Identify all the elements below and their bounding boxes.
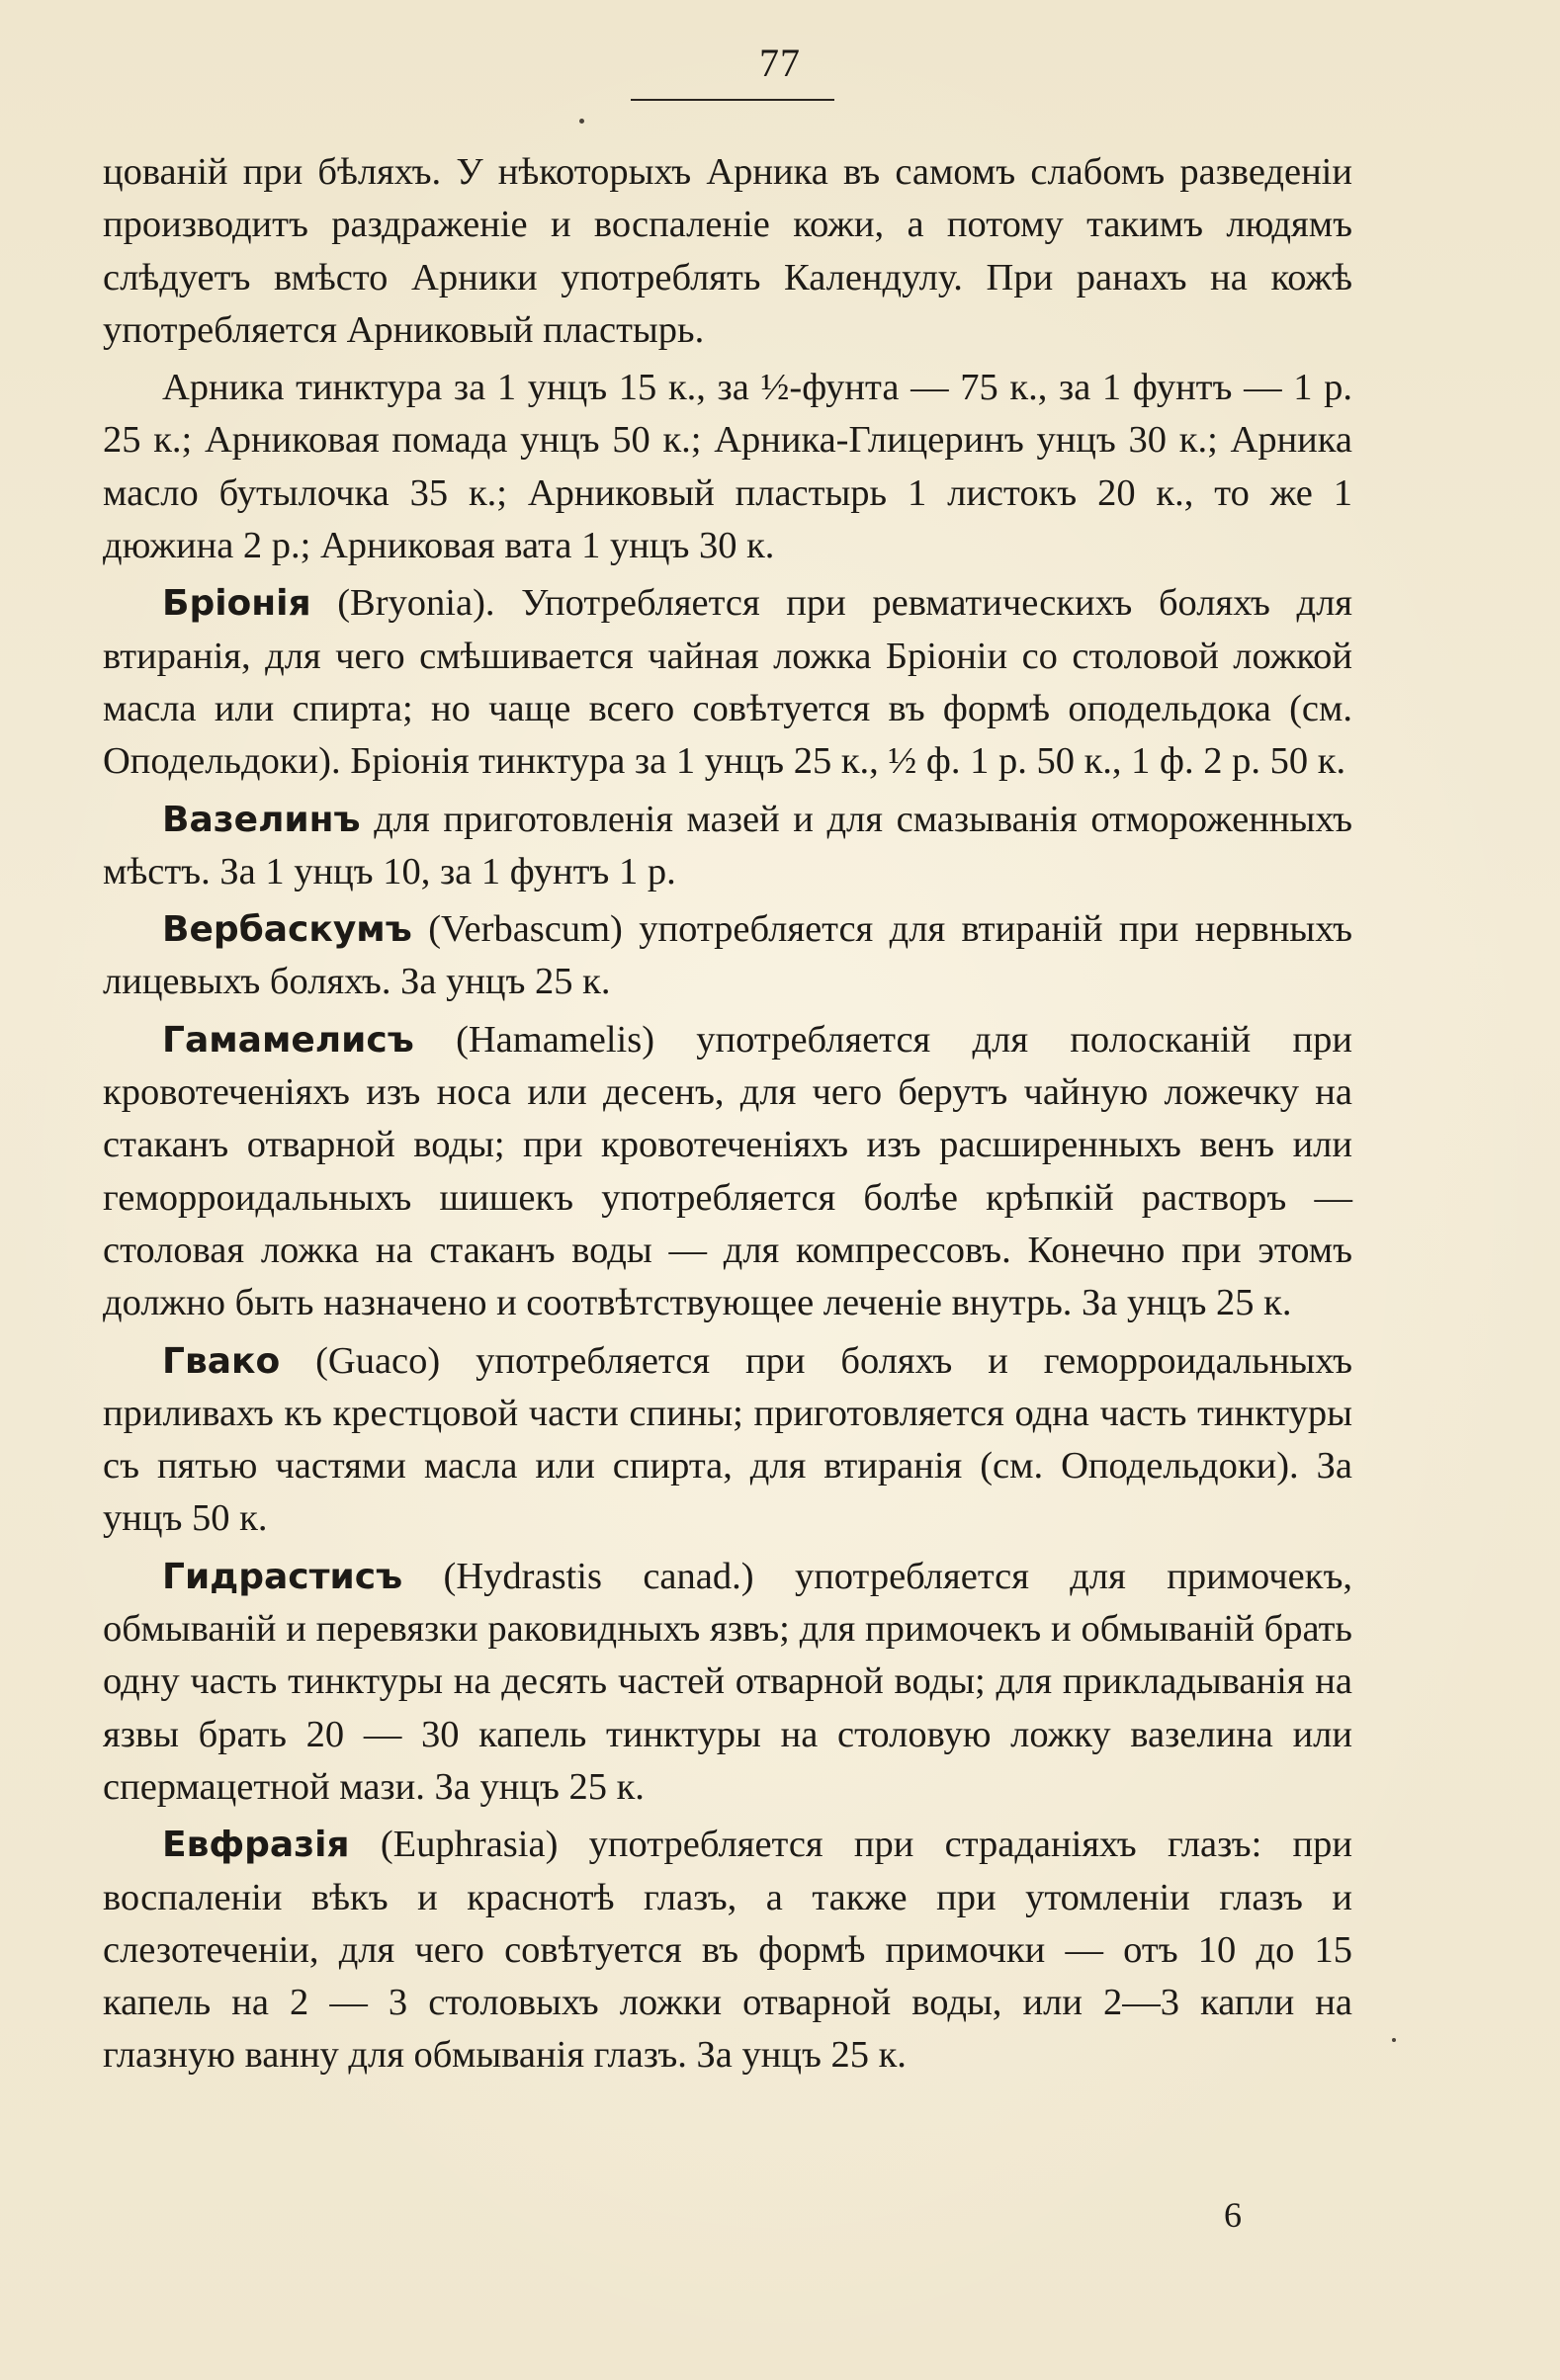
header-rule — [631, 99, 834, 101]
entry-text: (Guaco) употребляется при боляхъ и геморроидальныхъ приливахъ къ крестцовой части спины; приготовляется одна часть тинктуры съ пятью частями масла или спирта, для втиранія (см. Оподельдоки). За унцъ 50 к. — [103, 1339, 1352, 1540]
entry-text: (Hydrastis canad.) употребляется для примочекъ, обмываній и перевязки раковидныхъ язвъ; для примочекъ и обмываній брать одну часть тинктуры на десять частей отварной воды; для прикладыванія на язвы брать 20 — 30 капель тинктуры на столовую ложку вазелина или спермацетной мази. За унцъ 25 к. — [103, 1555, 1352, 1808]
body-text — [103, 146, 1352, 2087]
paragraph-text: Арника тинктура за 1 унцъ 15 к., за ½-фунта — 75 к., за 1 фунтъ — 1 р. 25 к.; Арниковая помада унцъ 50 к.; Арника-Глицеринъ унцъ 30 к.; Арника масло бутылочка 35 к.; Арниковый пластырь 1 листокъ 20 к., то же 1 дюжина 2 р.; Арниковая вата 1 унцъ 30 к. — [103, 367, 1352, 567]
entry-term: Вербаскумъ — [162, 909, 412, 951]
entry-hydrastis — [103, 1551, 1352, 1814]
paper-speck — [579, 119, 584, 124]
page-number: 77 — [759, 41, 801, 85]
paragraph-arnica-prices — [103, 362, 1352, 572]
paragraph-text: цованій при бѣляхъ. У нѣкоторыхъ Арника въ самомъ слабомъ разведеніи производитъ раздраженіе и воспаленіе кожи, а потому такимъ людямъ слѣдуетъ вмѣсто Арники употреблять Календулу. При ранахъ на кожѣ употребляется Арниковый пластырь. — [103, 151, 1352, 351]
entry-term: Гамамелисъ — [162, 1019, 414, 1061]
entry-term: Евфразія — [162, 1825, 350, 1866]
entry-vaselin — [103, 794, 1352, 899]
entry-term: Вазелинъ — [162, 799, 361, 840]
entry-text: для приготовленія мазей и для смазыванія отмороженныхъ мѣстъ. За 1 унцъ 10, за 1 фунтъ 1 р. — [103, 798, 1353, 892]
paragraph-continuation — [103, 146, 1352, 357]
entry-text: (Verbascum) употребляется для втираній при нервныхъ лицевыхъ боляхъ. За унцъ 25 к. — [103, 908, 1352, 1003]
entry-term: Бріонія — [162, 583, 311, 625]
entry-guaco — [103, 1335, 1352, 1546]
entry-verbascum — [103, 903, 1352, 1009]
entry-text: (Bryonia). Употребляется при ревматическихъ боляхъ для втиранія, для чего смѣшивается чайная ложка Бріоніи со столовой ложкой масла или спирта; но чаще всего совѣтуется въ формѣ оподельдока (см. Оподельдоки). Бріонія тинктура за 1 унцъ 25 к., ½ ф. 1 р. 50 к., 1 ф. 2 р. 50 к. — [103, 582, 1352, 783]
signature-mark: 6 — [1224, 2195, 1242, 2235]
entry-euphrasia — [103, 1819, 1352, 2082]
page-header — [0, 40, 1560, 87]
paper-speck — [1392, 2038, 1396, 2042]
entry-term: Гвако — [162, 1340, 281, 1382]
entry-term: Гидрастисъ — [162, 1556, 403, 1597]
entry-text: (Hamamelis) употребляется для полосканій при кровотеченіяхъ изъ носа или десенъ, для чего берутъ чайную ложечку на стаканъ отварной воды; при кровотеченіяхъ изъ расширенныхъ венъ или геморроидальныхъ шишекъ употребляется болѣе крѣпкій растворъ — столовая ложка на стаканъ воды — для компрессовъ. Конечно при этомъ должно быть назначено и соотвѣтствующее леченіе внутрь. За унцъ 25 к. — [103, 1018, 1353, 1324]
entry-text: (Euphrasia) употребляется при страданіяхъ глазъ: при воспаленіи вѣкъ и краснотѣ глазъ, а также при утомленіи глазъ и слезотеченіи, для чего совѣтуется въ формѣ примочки — отъ 10 до 15 капель на 2 — 3 столовыхъ ложки отварной воды, или 2—3 капли на глазную ванну для обмыванія глазъ. За унцъ 25 к. — [103, 1824, 1353, 2077]
entry-hamamelis — [103, 1014, 1352, 1330]
entry-bryonia — [103, 577, 1352, 788]
